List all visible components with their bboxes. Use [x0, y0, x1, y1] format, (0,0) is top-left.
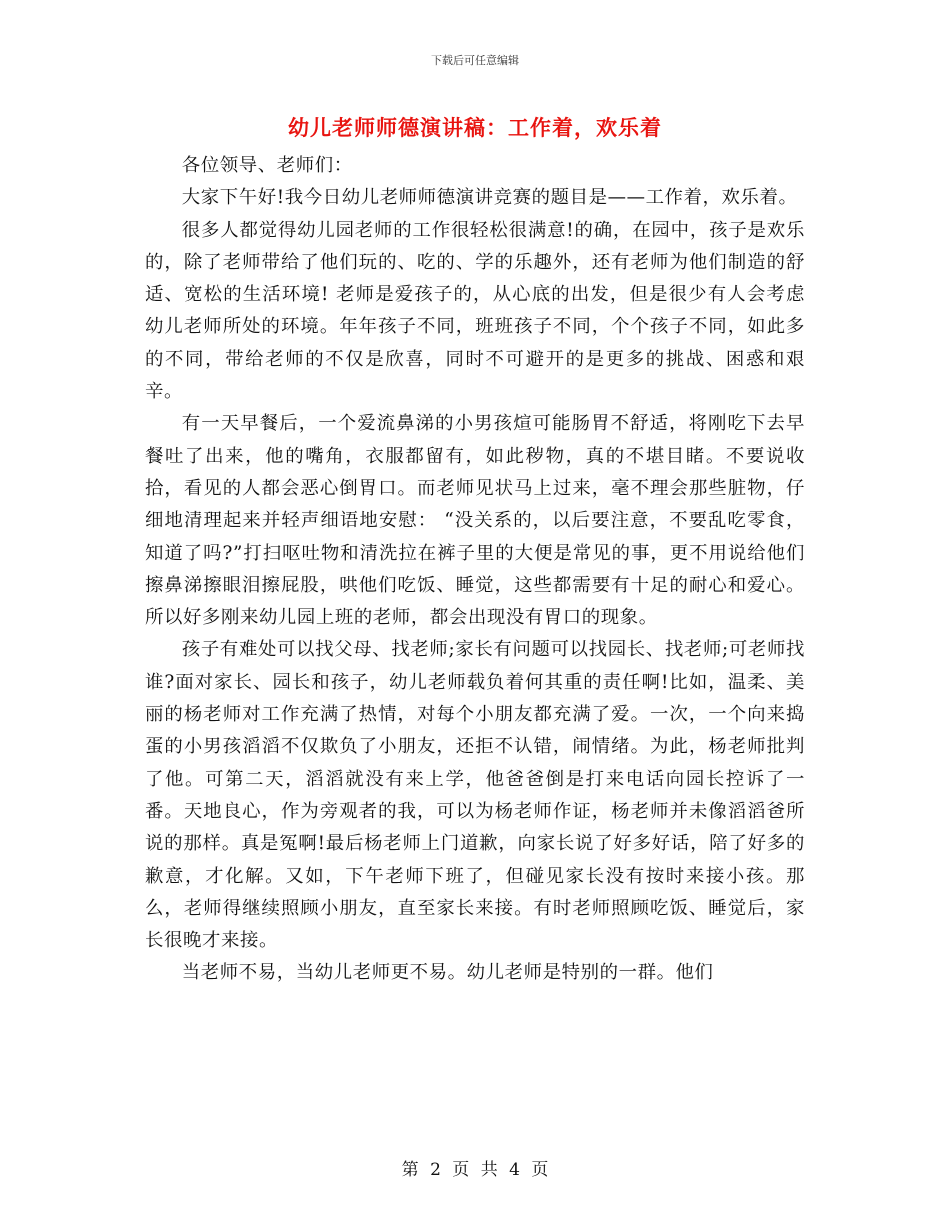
- paragraph: 有一天早餐后，一个爱流鼻涕的小男孩煊可能肠胃不舒适，将刚吃下去早餐吐了出来，他的嘴角，衣服都留有，如此秽物，真的不堪目睹。不要说收拾，看见的人都会恶心倒胃口。而老师见状马上过来，毫不理会那些脏物，仔细地清理起来并轻声细语地安慰： “没关系的，以后要注意，不要乱吃零食，知道了吗?”打扫呕吐物和清洗拉在裤子里的大便是常见的事，更不用说给他们擦鼻涕擦眼泪擦屁股，哄他们吃饭、睡觉，这些都需要有十足的耐心和爱心。所以好多刚来幼儿园上班的老师，都会出现没有胃口的现象。: [145, 413, 805, 629]
- paragraph: 大家下午好!我今日幼儿老师师德演讲竞赛的题目是——工作着，欢乐着。: [181, 187, 798, 209]
- paragraph: 当老师不易，当幼儿老师更不易。幼儿老师是特别的一群。他们: [181, 962, 714, 984]
- paragraph: 很多人都觉得幼儿园老师的工作很轻松很满意!的确，在园中，孩子是欢乐的，除了老师带给了他们玩的、吃的、学的乐趣外，还有老师为他们制造的舒适、宽松的生活环境! 老师是爱孩子的，从心底的出发，但是很少有人会考虑幼儿老师所处的环境。年年孩子不同，班班孩子不同，个个孩子不同，如此多的不同，带给老师的不仅是欣喜，同时不可避开的是更多的挑战、困惑和艰辛。: [145, 219, 805, 403]
- header-note: 下载后可任意编辑: [431, 54, 519, 67]
- paragraph: 孩子有难处可以找父母、找老师;家长有问题可以找园长、找老师;可老师找谁?面对家长、园长和孩子，幼儿老师载负着何其重的责任啊!比如，温柔、美丽的杨老师对工作充满了热情，对每个小朋友都充满了爱。一次，一个向来捣蛋的小男孩滔滔不仅欺负了小朋友，还拒不认错，闹情绪。为此，杨老师批判了他。可第二天，滔滔就没有来上学，他爸爸倒是打来电话向园长控诉了一番。天地良心，作为旁观者的我，可以为杨老师作证，杨老师并未像滔滔爸所说的那样。真是冤啊!最后杨老师上门道歉，向家长说了好多好话，陪了好多的歉意，才化解。又如，下午老师下班了，但碰见家长没有按时来接小孩。那么，老师得继续照顾小朋友，直至家长来接。有时老师照顾吃饭、睡觉后，家长很晚才来接。: [145, 639, 805, 952]
- page-number-footer: 第 2 页 共 4 页: [401, 1160, 549, 1180]
- document-title: 幼儿老师师德演讲稿：工作着，欢乐着: [288, 116, 662, 140]
- paragraph: 各位领导、老师们：: [181, 155, 353, 176]
- document-body: [145, 150, 805, 990]
